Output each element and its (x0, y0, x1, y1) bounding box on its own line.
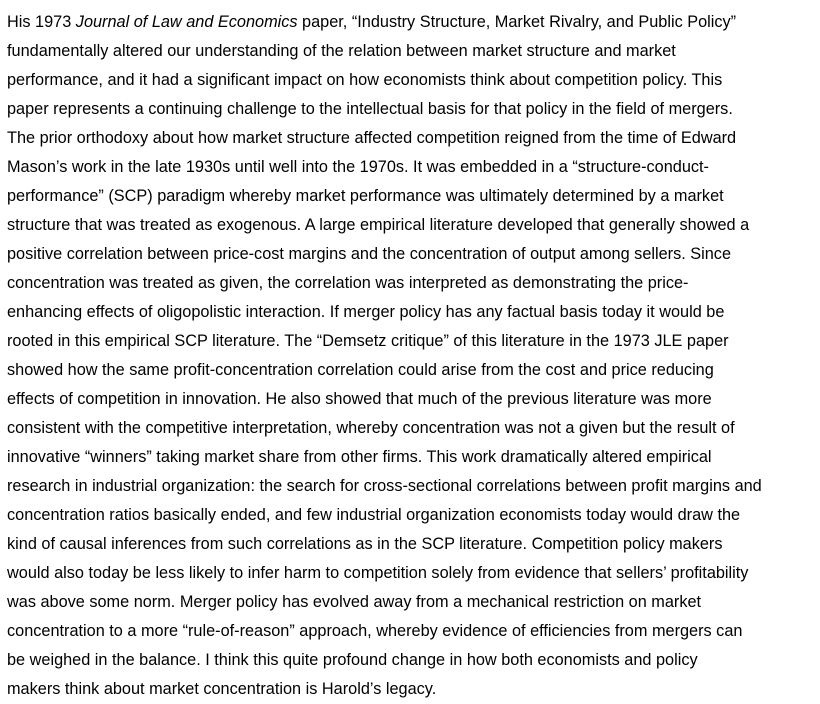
paragraph-line: The prior orthodoxy about how market structure affected competition reigned from the time of Edward (7, 129, 737, 147)
paragraph-line: performance” (SCP) paradigm whereby market performance was ultimately determined by a market (7, 187, 724, 205)
paragraph-line (7, 8, 820, 37)
paragraph-line: performance, and it had a significant impact on how economists think about competition policy. This (7, 71, 723, 89)
paragraph-line: concentration to a more “rule-of-reason” approach, whereby evidence of efficiencies from mergers can (7, 622, 743, 640)
paragraph-line: would also today be less likely to infer harm to competition solely from evidence that sellers’ profitability (7, 564, 749, 582)
paragraph-line: fundamentally altered our understanding of the relation between market structure and market (7, 42, 676, 60)
paragraph-line: enhancing effects of oligopolistic interaction. If merger policy has any factual basis today it would be (7, 303, 725, 321)
line-text: paper, “Industry Structure, Market Rivalry, and Public Policy” (297, 13, 737, 31)
paragraph-line: Mason’s work in the late 1930s until well into the 1970s. It was embedded in a “structure-conduct- (7, 158, 709, 176)
paragraph-line: positive correlation between price-cost margins and the concentration of output among sellers. Since (7, 245, 732, 263)
paragraph-line: rooted in this empirical SCP literature. The “Demsetz critique” of this literature in the 1973 JLE paper (7, 332, 729, 350)
journal-title: Journal of Law and Economics (75, 13, 298, 31)
paragraph-line: be weighed in the balance. I think this quite profound change in how both economists and policy (7, 651, 698, 669)
paragraph-line: showed how the same profit-concentration correlation could arise from the cost and price reducing (7, 361, 714, 379)
paragraph-line: makers think about market concentration is Harold’s legacy. (7, 680, 437, 698)
paragraph-line: innovative “winners” taking market share from other firms. This work dramatically altered empirical (7, 448, 712, 466)
paragraph-line: effects of competition in innovation. He also showed that much of the previous literature was more (7, 390, 712, 408)
paragraph-line: concentration was treated as given, the correlation was interpreted as demonstrating the price- (7, 274, 689, 292)
paragraph-line: structure that was treated as exogenous. A large empirical literature developed that generally showed a (7, 216, 750, 234)
paragraph-line: was above some norm. Merger policy has evolved away from a mechanical restriction on market (7, 593, 702, 611)
paragraph-line: consistent with the competitive interpretation, whereby concentration was not a given but the result of (7, 419, 735, 437)
paragraph-line: paper represents a continuing challenge to the intellectual basis for that policy in the field of mergers. (7, 100, 733, 118)
paragraph-line: kind of causal inferences from such correlations as in the SCP literature. Competition policy makers (7, 535, 723, 553)
body-paragraph (7, 8, 820, 704)
line-text: His 1973 (7, 13, 76, 31)
paragraph-line: research in industrial organization: the search for cross-sectional correlations between profit margins and (7, 477, 762, 495)
paragraph-line: concentration ratios basically ended, and few industrial organization economists today would draw the (7, 506, 741, 524)
